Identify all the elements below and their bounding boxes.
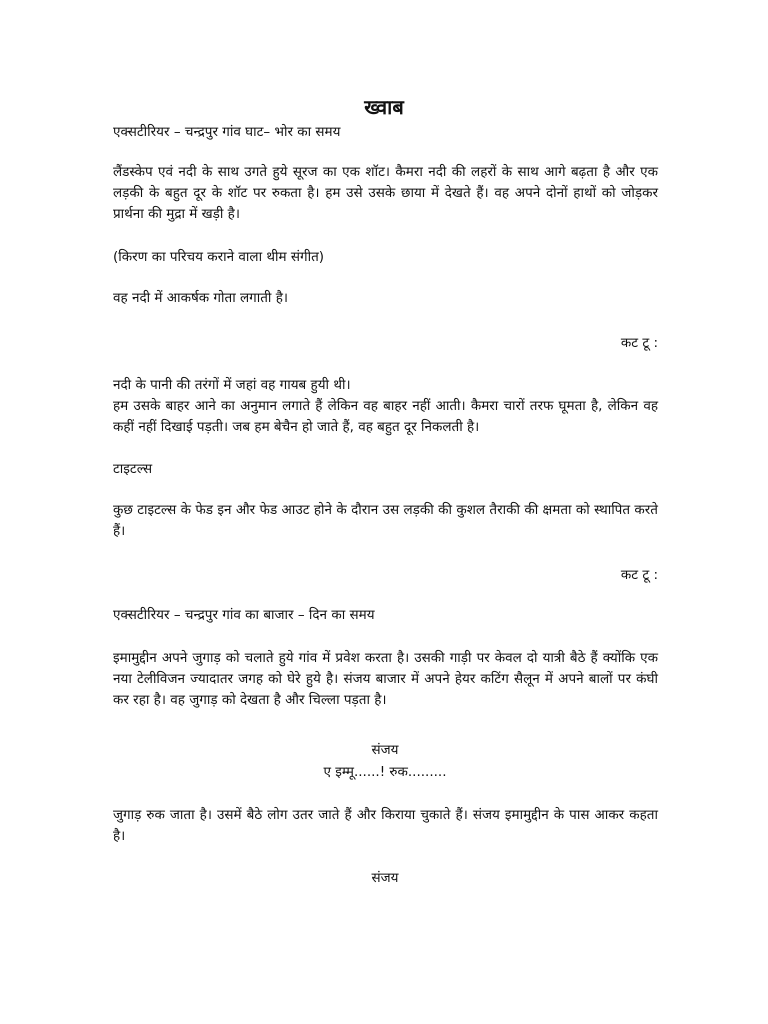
document-title: ख्वाब xyxy=(364,95,404,119)
scene-heading: एक्सटीरियर – चन्द्रपुर गांव का बाजार – दिन का समय xyxy=(113,607,375,623)
action-paragraph: वह नदी में आकर्षक गोता लगाती है। xyxy=(113,290,289,306)
transition-cut-to: कट टू : xyxy=(620,567,658,583)
music-cue: (किरण का परिचय कराने वाला थीम संगीत) xyxy=(113,249,325,265)
action-paragraph: कुछ टाइटल्स के फेड इन और फेड आउट होने के दौरान उस लड़की की कुशल तैराकी की क्षमता को स्थापित करते हैं। xyxy=(113,502,658,539)
action-paragraph: इमामुद्दीन अपने जुगाड़ को चलाते हुये गांव में प्रवेश करता है। उसकी गाड़ी पर केवल दो यात्री बैठे हैं क्योंकि एक नया टेलीविजन ज्यादातर जगह को घेरे हुये है। संजय बाजार में अपने हेयर कटिंग सैलून में अपने बालों पर कंघी कर रहा है। वह जुगाड़ को देखता है और चिल्ला पड़ता है। xyxy=(113,650,658,708)
action-paragraph: लैंडस्केप एवं नदी के साथ उगते हुये सूरज का एक शॉट। कैमरा नदी की लहरों के साथ आगे बढ़ता है और एक लड़की के बहुत दूर के शॉट पर रुकता है। हम उसे उसके छाया में देखते हैं। वह अपने दोनों हाथों को जोड़कर प्रार्थना की मुद्रा में खड़ी है। xyxy=(113,164,658,222)
action-paragraph: हम उसके बाहर आने का अनुमान लगाते हैं लेकिन वह बाहर नहीं आती। कैमरा चारों तरफ घूमता है, लेकिन वह कहीं नहीं दिखाई पड़ती। जब हम बेचैन हो जाते हैं, वह बहुत दूर निकलती है। xyxy=(113,398,658,435)
scene-heading: एक्सटीरियर – चन्द्रपुर गांव घाट– भोर का समय xyxy=(113,124,341,140)
titles-label: टाइटल्स xyxy=(113,461,153,477)
transition-cut-to: कट टू : xyxy=(620,335,658,351)
action-line: नदी के पानी की तरंगों में जहां वह गायब हुयी थी। xyxy=(113,377,351,393)
dialogue: ए इम्मू......! रुक......... xyxy=(323,764,447,780)
action-paragraph: जुगाड़ रुक जाता है। उसमें बैठे लोग उतर जाते हैं और किराया चुकाते हैं। संजय इमामुद्दीन के पास आकर कहता है। xyxy=(113,807,658,844)
character-name: संजय xyxy=(371,870,399,886)
character-name: संजय xyxy=(371,742,399,758)
